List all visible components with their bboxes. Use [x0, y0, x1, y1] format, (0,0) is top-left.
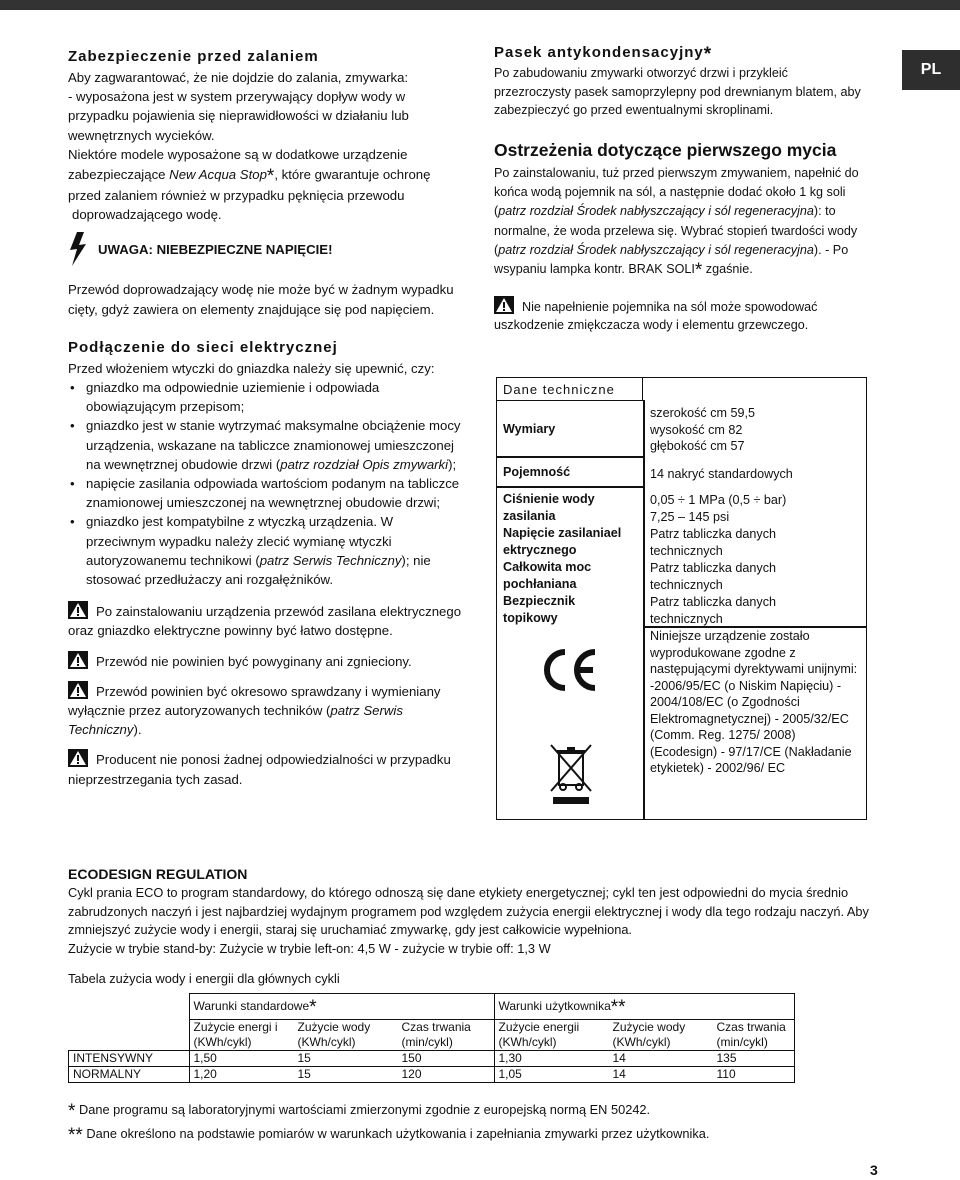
table-cell: 15 [294, 1067, 398, 1083]
list-item: • napięcie zasilania odpowiada wartościom podanym na tabliczce znamionowej umieszczonej na wewnętrznej obudowie drzwi; [68, 474, 463, 512]
strip-text: Po zabudowaniu zmywarki otworzyć drzwi i przykleić przezroczysty pasek samoprzylepny pod drewnianym blatem, aby zabezpieczyć go przed ewentualnymi skroplinami. [494, 66, 861, 118]
warning-triangle-icon [68, 749, 88, 767]
warning-text: Przewód doprowadzający wodę nie może być w żadnym wypadku cięty, gdyż zawiera on elementy znajdujące się pod napięciem. [68, 282, 454, 317]
flood-title: Zabezpieczenie przed zalaniem [68, 48, 319, 65]
tech-value: Patrz tabliczka danych technicznych [650, 561, 776, 592]
table-cell [69, 994, 190, 1020]
text: Producent nie ponosi żadnej odpowiedzialności w przypadku nieprzestrzegania tych zasad. [68, 752, 451, 787]
power-intro: Przed włożeniem wtyczki do gniazdka należy się upewnić, czy: [68, 360, 435, 376]
table-cell: 1,05 [494, 1067, 609, 1083]
consumption-table [68, 993, 795, 1083]
column-header: Czas trwania (min/cykl) [398, 1020, 495, 1051]
dim-value: wysokość cm 82 [650, 422, 743, 437]
strip-title [494, 44, 864, 65]
tech-label: Bezpiecznik topikowy [503, 594, 576, 625]
table-cell: 14 [609, 1051, 713, 1067]
lightning-bolt-icon [68, 232, 88, 266]
text: Warunki użytkownika [498, 999, 611, 1013]
text: ). [133, 722, 142, 738]
table-cell: 1,30 [494, 1051, 609, 1067]
warning-triangle-icon [494, 296, 514, 314]
power-warning [68, 651, 463, 671]
text: Po zainstalowaniu urządzenia przewód zasilana elektrycznego oraz gniazdko elektryczne powinny być łatwo dostępne. [68, 604, 462, 639]
text: Dane określono na podstawie pomiarów w warunkach użytkowania i zapełniania zmywarki przez użytkownika. [86, 1126, 710, 1141]
asterisk: * [266, 166, 275, 188]
flood-line: wewnętrznych wycieków. [68, 127, 215, 143]
power-warning [68, 681, 463, 740]
eco-paragraph: Zużycie w trybie stand-by: Zużycie w trybie left-on: 4,5 W - zużycie w trybie off: 1,3 W [68, 940, 551, 956]
salt-warning [494, 296, 864, 335]
table-cell: INTENSYWNY [69, 1051, 190, 1067]
divider [497, 456, 644, 458]
reference: patrz Serwis Techniczny [68, 703, 403, 738]
flood-line: Aby zagwarantować, że nie dojdzie do zalania, zmywarka: [68, 70, 409, 85]
table-cell: 120 [398, 1067, 495, 1083]
table-row [69, 994, 795, 1020]
column-header: Zużycie wody (KWh/cykl) [609, 1020, 713, 1051]
reference: patrz rozdział Środek nabłyszczający i sól regeneracyjna [498, 204, 814, 219]
top-bar [0, 0, 960, 10]
asterisk: * [309, 997, 317, 1018]
text: Dane programu są laboratoryjnymi wartościami zmierzonymi zgodnie z europejską normą EN 50242. [78, 1102, 651, 1117]
table-caption: Tabela zużycia wody i energii dla głównych cykli [68, 971, 340, 986]
text: zabezpieczające [68, 167, 170, 183]
table-cell: 135 [713, 1051, 795, 1067]
power-warning [68, 601, 463, 640]
first-wash-text [494, 164, 864, 280]
warning-triangle-icon [68, 651, 88, 669]
power-warning [68, 749, 463, 788]
tech-label: Całkowita moc pochłaniana [503, 560, 592, 591]
text: Po zainstalowaniu, tuż przed pierwszym zmywaniem, napełnić do końca wodą pojemnik na sól, a następnie dodać około 1 kg soli ( [494, 165, 859, 219]
reference: patrz rozdział Środek nabłyszczający i sól regeneracyjna [498, 242, 814, 257]
right-column [494, 44, 864, 335]
footnote [68, 1125, 710, 1146]
text: gniazdko jest kompatybilne z wtyczką urządzenia. W przeciwnym wypadku należy zlecić wymianę wtyczki autoryzowanemu technikowi ( [86, 514, 394, 568]
table-cell: NORMALNY [69, 1067, 190, 1083]
column-header: Zużycie energi i (KWh/cykl) [189, 1020, 294, 1051]
technical-data-table [496, 377, 867, 820]
list-item: • gniazdko ma odpowiednie uziemienie i odpowiada obowiązującym przepisom; [68, 378, 463, 416]
table-row [69, 1020, 795, 1051]
tech-value [650, 405, 860, 455]
divider [497, 486, 644, 488]
std-header [189, 994, 494, 1020]
table-cell: 1,20 [189, 1067, 294, 1083]
text: ). - Po wsypaniu lampka kontr. BRAK SOLI [494, 242, 849, 277]
eco-title: ECODESIGN REGULATION [68, 866, 248, 882]
table-cell: 1,50 [189, 1051, 294, 1067]
table-row [69, 1051, 795, 1067]
acqua-stop-name: New Acqua Stop [169, 167, 267, 183]
tech-label: Ciśnienie wody zasilania [503, 492, 595, 523]
voltage-warning [68, 232, 463, 266]
reference: patrz Serwis Techniczny [259, 552, 402, 568]
text: ); [448, 456, 457, 472]
first-wash-title: Ostrzeżenia dotyczące pierwszego mycia [494, 139, 837, 160]
text: ): to normalne, że woda przelewa się. Wybrać stopień twardości wody ( [494, 204, 858, 257]
usr-header [494, 994, 795, 1020]
text: zgaśnie. [702, 262, 753, 277]
asterisk: * [68, 1101, 76, 1122]
dim-value: głębokość cm 57 [650, 439, 745, 453]
column-header: Czas trwania (min/cykl) [713, 1020, 795, 1051]
column-header: Zużycie wody (KWh/cykl) [294, 1020, 398, 1051]
table-cell: 15 [294, 1051, 398, 1067]
warning-triangle-icon [68, 601, 88, 619]
text: gniazdko jest w stanie wytrzymać maksymalne obciążenie mocy urządzenia, wskazane na tabliczce znamionowej umieszczonej na wewnętrznej obudowie drzwi ( [86, 418, 461, 472]
dim-value: szerokość cm 59,5 [650, 406, 755, 420]
flood-line: doprowadzającego wodę. [72, 207, 222, 223]
text: Pasek antykondensacyjny [494, 44, 704, 61]
flood-line: przed zalaniem również w przypadku pęknięcia przewodu [68, 188, 405, 204]
ce-mark-icon [537, 646, 601, 694]
language-tab: PL [902, 50, 960, 90]
eco-paragraph: Cykl prania ECO to program standardowy, do którego odnoszą się dane etykiety energetycznej; cykl ten jest odpowiedni do mycia średnio zabrudzonych naczyń i jest najbardziej wydajnym programem pod względem zużycia energii elektrycznej i wody dla tego rodzaju naczyń. Aby zmniejszyć zużycie wody i energii, staraj się uruchamiać zmywarkę, gdy jest całkowicie wypełniona. [68, 885, 869, 937]
table-cell: 14 [609, 1067, 713, 1083]
text: , które gwarantuje ochronę [274, 167, 431, 183]
tech-title: Dane techniczne [497, 378, 643, 401]
tech-label: Pojemność [503, 465, 571, 479]
left-column [68, 48, 463, 789]
footnote [68, 1101, 651, 1122]
ecodesign-section [68, 866, 908, 989]
column-header: Zużycie energii (KWh/cykl) [494, 1020, 609, 1051]
page-number: 3 [870, 1162, 878, 1178]
warning-triangle-icon [68, 681, 88, 699]
text: ); nie stosować przedłużaczy ani rozgałężników. [86, 552, 431, 588]
asterisk: ** [68, 1125, 83, 1146]
flood-line [68, 164, 463, 186]
text: Nie napełnienie pojemnika na sól może spowodować uszkodzenie zmiękczacza wody i elementu grzewczego. [494, 299, 818, 333]
table-cell [69, 1020, 190, 1051]
asterisk: * [694, 260, 703, 282]
tech-label: Wymiary [503, 422, 556, 436]
divider [643, 400, 645, 819]
directives-text: Niniejsze urządzenie zostało wyprodukowane zgodne z następującymi dyrektywami unijnymi: -2006/95/EC (o Niskim Napięciu) - 2004/108/EC (o Zgodności Elektromagnetycznej) - 2005/32/EC (Comm. Reg. 1275/ 2008) (Ecodesign) - 97/17/CE (Nakładanie etykietek) - 2002/96/ EC [650, 629, 858, 775]
power-title: Podłączenie do sieci elektrycznej [68, 338, 338, 356]
tech-value: 14 nakryć standardowych [650, 467, 793, 481]
tech-label: Napięcie zasilaniael ektrycznego [503, 526, 622, 557]
tech-value: Patrz tabliczka danych technicznych [650, 595, 776, 626]
table-row [69, 1067, 795, 1083]
flood-line: - wyposażona jest w system przerywający dopływ wody w [68, 89, 406, 105]
flood-line: przypadku pojawienia się nieprawidłowości w działaniu lub [68, 108, 409, 124]
list-item [68, 512, 463, 589]
weee-bin-icon [549, 743, 593, 805]
list-item [68, 416, 463, 474]
text: Przewód powinien być okresowo sprawdzany i wymieniany wyłącznie przez autoryzowanych techników ( [68, 683, 441, 719]
table-cell: 110 [713, 1067, 795, 1083]
warning-label: UWAGA: NIEBEZPIECZNE NAPIĘCIE! [98, 241, 333, 257]
asterisk: ** [610, 997, 626, 1018]
flood-line: Niektóre modele wyposażone są w dodatkowe urządzenie [68, 146, 408, 162]
reference: patrz rozdział Opis zmywarki [280, 456, 449, 472]
text: Warunki standardowe [193, 999, 310, 1013]
tech-value: Patrz tabliczka danych technicznych [650, 527, 776, 558]
table-cell: 150 [398, 1051, 495, 1067]
text: Przewód nie powinien być powyginany ani zgnieciony. [96, 653, 412, 669]
tech-value: 0,05 ÷ 1 MPa (0,5 ÷ bar) 7,25 – 145 psi [650, 493, 787, 524]
asterisk: * [703, 44, 713, 65]
